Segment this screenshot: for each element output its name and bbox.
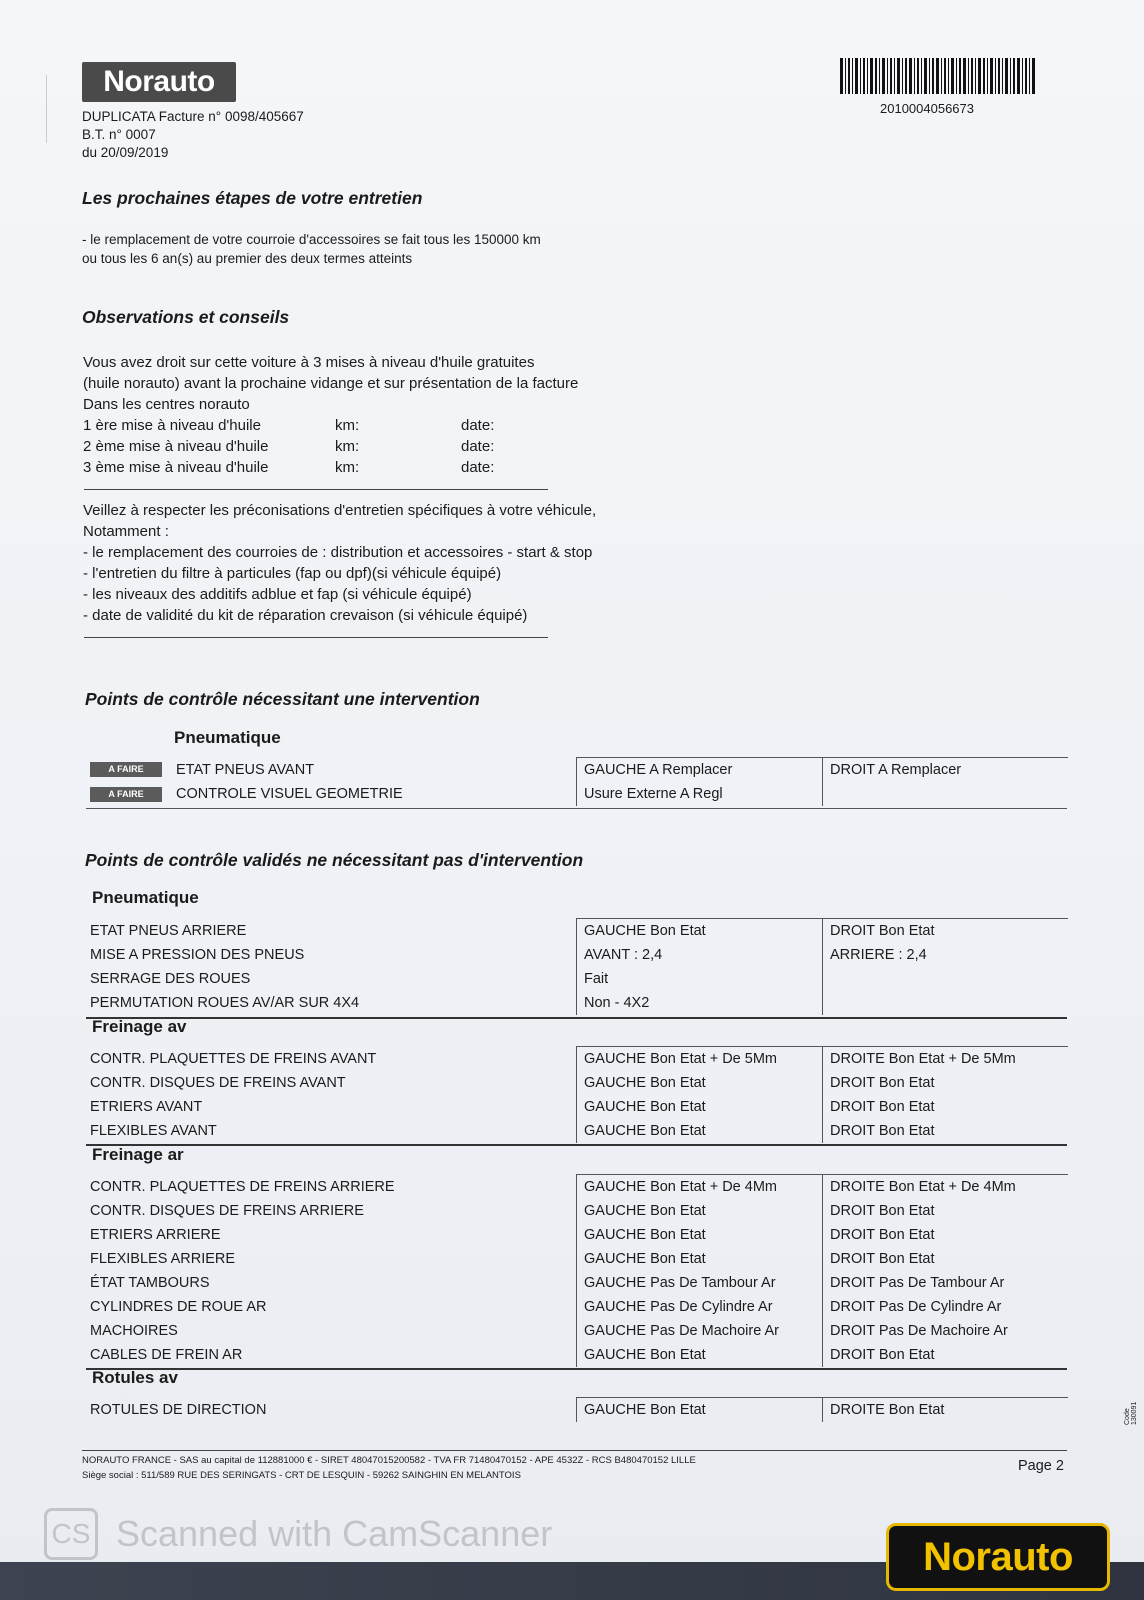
control-item-label: ETAT PNEUS AVANT <box>176 761 315 778</box>
advice-line: Veillez à respecter les préconisations d'entretien spécifiques à votre véhicule, <box>83 502 597 519</box>
control-item: MACHOIRES <box>90 1323 178 1339</box>
control-item: FLEXIBLES ARRIERE <box>90 1251 236 1267</box>
page-number: Page 2 <box>1018 1458 1064 1474</box>
bt-number: B.T. n° 0007 <box>82 127 156 142</box>
table-row <box>80 1119 1068 1143</box>
camscanner-icon: CS <box>44 1508 98 1560</box>
control-right: DROIT Bon Etat <box>823 1071 1069 1095</box>
intervention-table <box>80 757 1068 806</box>
table-row <box>80 991 1068 1015</box>
side-code: Code 130091 <box>1124 1401 1138 1425</box>
table-row <box>80 1199 1068 1223</box>
control-left: AVANT : 2,4 <box>577 943 823 967</box>
table-row <box>80 1271 1068 1295</box>
control-left: GAUCHE Pas De Machoire Ar <box>577 1319 823 1343</box>
control-left: GAUCHE Bon Etat <box>577 1071 823 1095</box>
control-item: ÉTAT TAMBOURS <box>90 1275 210 1291</box>
control-left: Usure Externe A Regl <box>577 782 823 806</box>
oil-level-date: date: <box>461 459 495 476</box>
todo-badge: A FAIRE <box>90 787 162 802</box>
control-left: GAUCHE Bon Etat <box>577 1343 823 1367</box>
table-row <box>80 967 1068 991</box>
norauto-logo-bottom: Norauto <box>886 1523 1110 1591</box>
control-item: CABLES DE FREIN AR <box>90 1347 243 1363</box>
control-item: CONTR. PLAQUETTES DE FREINS AVANT <box>90 1050 377 1067</box>
table-row <box>80 1071 1068 1095</box>
next-steps-title: Les prochaines étapes de votre entretien <box>82 188 423 208</box>
observations-paragraph: (huile norauto) avant la prochaine vidange et sur présentation de la facture <box>83 375 579 392</box>
control-item <box>80 758 577 783</box>
validated-table-freinage-ar <box>80 1174 1068 1367</box>
advice-text <box>83 500 803 626</box>
group-heading: Freinage av <box>92 1017 187 1036</box>
control-left: GAUCHE Bon Etat <box>577 1223 823 1247</box>
table-row <box>80 1095 1068 1119</box>
divider <box>84 637 548 638</box>
next-steps-line: - le remplacement de votre courroie d'accessoires se fait tous les 150000 km <box>82 232 541 247</box>
control-item: FLEXIBLES AVANT <box>90 1123 217 1139</box>
control-left: GAUCHE Pas De Cylindre Ar <box>577 1295 823 1319</box>
oil-level-km: km: <box>335 459 360 476</box>
observations-paragraph: Vous avez droit sur cette voiture à 3 mises à niveau d'huile gratuites <box>83 354 535 371</box>
control-right <box>823 967 1069 991</box>
control-left: GAUCHE Bon Etat + De 5Mm <box>577 1047 823 1072</box>
control-item <box>80 782 577 806</box>
table-row <box>80 943 1068 967</box>
control-right: DROIT Pas De Machoire Ar <box>823 1319 1069 1343</box>
footer-divider <box>82 1450 1067 1451</box>
barcode-icon <box>840 58 1036 94</box>
table-row <box>80 1398 1068 1423</box>
control-right: DROITE Bon Etat + De 5Mm <box>823 1047 1069 1072</box>
validated-table-pneumatique <box>80 918 1068 1015</box>
table-row <box>80 1175 1068 1200</box>
divider <box>84 489 548 490</box>
control-right: DROIT Bon Etat <box>823 919 1069 944</box>
control-item: ETAT PNEUS ARRIERE <box>90 922 247 939</box>
observations-title: Observations et conseils <box>82 307 290 327</box>
advice-bullet: - l'entretien du filtre à particules (fap ou dpf)(si véhicule équipé) <box>83 565 502 582</box>
control-right: DROIT Pas De Tambour Ar <box>823 1271 1069 1295</box>
oil-level-list <box>83 415 603 478</box>
oil-level-date: date: <box>461 417 495 434</box>
table-row <box>80 1047 1068 1072</box>
control-right: DROITE Bon Etat + De 4Mm <box>823 1175 1069 1200</box>
oil-level-date: date: <box>461 438 495 455</box>
advice-bullet: - date de validité du kit de réparation crevaison (si véhicule équipé) <box>83 607 528 624</box>
footer-line: NORAUTO FRANCE - SAS au capital de 112881000 € - SIRET 48047015200582 - TVA FR 71480470152 - APE 4532Z - RCS B480470152 LILLE <box>82 1455 696 1466</box>
control-right <box>823 782 1069 806</box>
validated-title: Points de contrôle validés ne nécessitant pas d'intervention <box>85 850 584 870</box>
control-right: ARRIERE : 2,4 <box>823 943 1069 967</box>
binding-mark <box>46 75 53 143</box>
advice-line: Notamment : <box>83 523 169 540</box>
group-divider <box>86 1017 1067 1019</box>
control-right: DROIT Pas De Cylindre Ar <box>823 1295 1069 1319</box>
oil-level-label: 3 ème mise à niveau d'huile <box>83 459 269 476</box>
control-item: MISE A PRESSION DES PNEUS <box>90 947 305 963</box>
group-heading: Pneumatique <box>92 888 199 907</box>
control-right: DROIT Bon Etat <box>823 1223 1069 1247</box>
control-item: CONTR. DISQUES DE FREINS AVANT <box>90 1075 346 1091</box>
table-row <box>80 1223 1068 1247</box>
todo-badge: A FAIRE <box>90 762 162 777</box>
observations-text <box>83 352 783 415</box>
divider <box>86 808 1067 809</box>
table-row <box>80 782 1068 806</box>
control-left: GAUCHE Bon Etat <box>577 1398 823 1423</box>
next-steps-line: ou tous les 6 an(s) au premier des deux termes atteints <box>82 251 413 266</box>
control-right: DROIT Bon Etat <box>823 1199 1069 1223</box>
control-right: DROIT Bon Etat <box>823 1095 1069 1119</box>
table-row <box>80 1343 1068 1367</box>
control-left: GAUCHE Bon Etat <box>577 919 823 944</box>
control-item: CONTR. DISQUES DE FREINS ARRIERE <box>90 1203 364 1219</box>
footer-line: Siège social : 511/589 RUE DES SERINGATS - CRT DE LESQUIN - 59262 SAINGHIN EN MELANTOIS <box>82 1470 521 1481</box>
advice-bullet: - les niveaux des additifs adblue et fap (si véhicule équipé) <box>83 586 472 603</box>
watermark-text: Scanned with CamScanner <box>116 1513 553 1554</box>
oil-level-row <box>83 457 603 478</box>
control-item-label: CONTROLE VISUEL GEOMETRIE <box>176 786 403 802</box>
norauto-logo: Norauto <box>82 62 236 102</box>
scanner-watermark <box>44 1508 552 1560</box>
oil-level-km: km: <box>335 438 360 455</box>
oil-level-label: 2 ème mise à niveau d'huile <box>83 438 269 455</box>
control-item: ETRIERS AVANT <box>90 1099 203 1115</box>
invoice-number: DUPLICATA Facture n° 0098/405667 <box>82 109 304 124</box>
control-right: DROIT Bon Etat <box>823 1343 1069 1367</box>
control-left: GAUCHE Bon Etat <box>577 1199 823 1223</box>
group-heading: Rotules av <box>92 1368 178 1387</box>
footer-legal <box>82 1453 696 1483</box>
oil-level-row <box>83 415 603 436</box>
table-row <box>80 919 1068 944</box>
control-left: GAUCHE Bon Etat <box>577 1095 823 1119</box>
control-item: ETRIERS ARRIERE <box>90 1227 221 1243</box>
table-row <box>80 1247 1068 1271</box>
table-row <box>80 1295 1068 1319</box>
barcode-number: 2010004056673 <box>880 101 974 116</box>
control-left: GAUCHE Bon Etat + De 4Mm <box>577 1175 823 1200</box>
control-item: SERRAGE DES ROUES <box>90 971 251 987</box>
control-left: GAUCHE Bon Etat <box>577 1119 823 1143</box>
control-right: DROIT A Remplacer <box>823 758 1069 783</box>
control-item: CONTR. PLAQUETTES DE FREINS ARRIERE <box>90 1178 395 1195</box>
control-right: DROIT Bon Etat <box>823 1247 1069 1271</box>
control-left: GAUCHE Pas De Tambour Ar <box>577 1271 823 1295</box>
advice-bullet: - le remplacement des courroies de : distribution et accessoires - start & stop <box>83 544 593 561</box>
observations-paragraph: Dans les centres norauto <box>83 396 250 413</box>
oil-level-label: 1 ère mise à niveau d'huile <box>83 417 261 434</box>
group-divider <box>86 1144 1067 1146</box>
control-right <box>823 991 1069 1015</box>
intervention-title: Points de contrôle nécessitant une intervention <box>85 689 480 709</box>
control-item: CYLINDRES DE ROUE AR <box>90 1299 267 1315</box>
control-right: DROITE Bon Etat <box>823 1398 1069 1423</box>
validated-table-rotules-av <box>80 1397 1068 1422</box>
control-right: DROIT Bon Etat <box>823 1119 1069 1143</box>
group-divider <box>86 1368 1067 1370</box>
oil-level-row <box>83 436 603 457</box>
control-left: GAUCHE Bon Etat <box>577 1247 823 1271</box>
control-left: GAUCHE A Remplacer <box>577 758 823 783</box>
document-meta <box>82 108 304 162</box>
oil-level-km: km: <box>335 417 360 434</box>
table-row <box>80 758 1068 783</box>
invoice-date: du 20/09/2019 <box>82 145 169 160</box>
group-heading: Pneumatique <box>174 728 281 747</box>
table-row <box>80 1319 1068 1343</box>
control-item: PERMUTATION ROUES AV/AR SUR 4X4 <box>90 995 360 1011</box>
control-item: ROTULES DE DIRECTION <box>90 1401 267 1418</box>
group-heading: Freinage ar <box>92 1145 184 1164</box>
next-steps-text <box>82 230 541 268</box>
control-left: Non - 4X2 <box>577 991 823 1015</box>
validated-table-freinage-av <box>80 1046 1068 1143</box>
control-left: Fait <box>577 967 823 991</box>
